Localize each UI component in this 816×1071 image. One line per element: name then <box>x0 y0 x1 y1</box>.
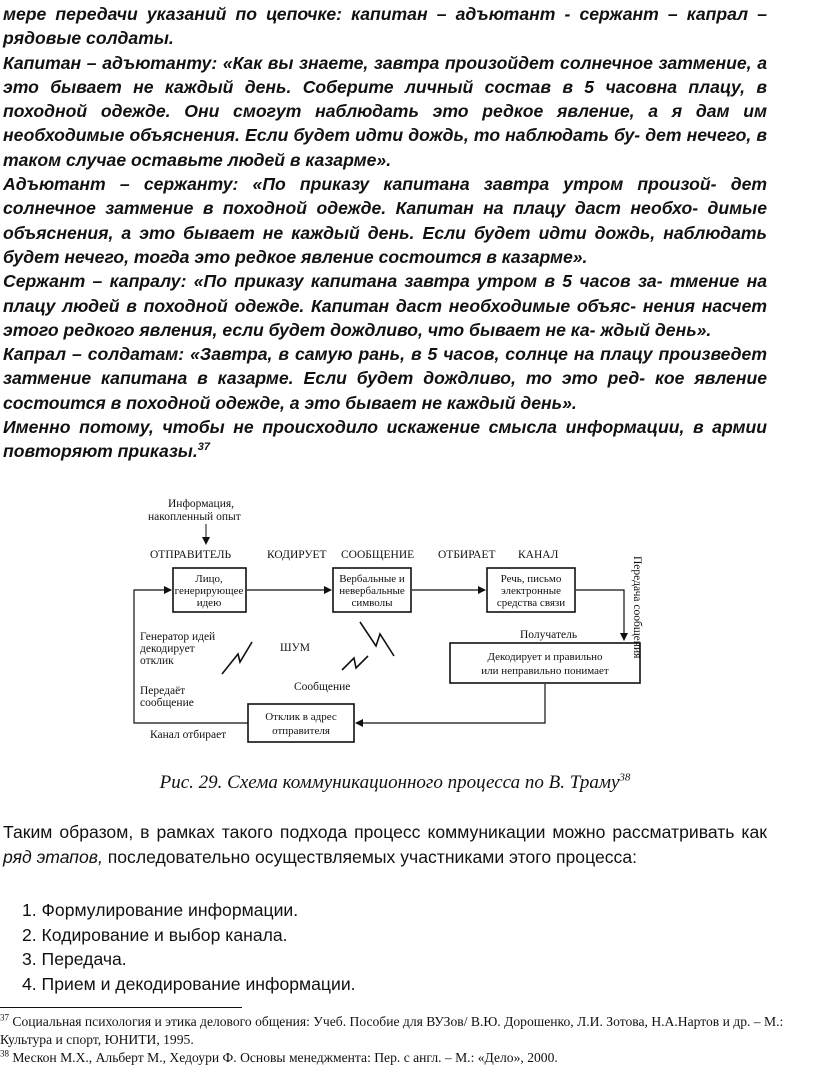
label-noise: ШУМ <box>280 642 310 654</box>
footnote-ref-38: 38 <box>619 771 631 784</box>
summary-text-before: Таким образом, в рамках такого подхода процесс коммуникации можно рассматривать как <box>3 822 767 842</box>
box-sender-line3: идею <box>196 597 222 609</box>
figure-caption <box>0 772 816 794</box>
caption-text <box>160 772 631 793</box>
dialog-corporal: Капрал – солдатам: «Завтра, в самую рань, в 5 часов, солнце на плацу произведет затмение капитана в казарме. Если будет дождливо, то это ред- кое явление состоится в походной одежде, а это бывает не каждый день». <box>3 344 767 413</box>
footnote-37-text: Социальная психология и этика делового общения: Учеб. Пособие для ВУЗов/ В.Ю. Дорошенко, Л.И. Зотова, Н.А.Нартов и др. – М.: Культура и спорт, ЮНИТИ, 1995. <box>0 1014 784 1047</box>
dialog-conclusion <box>3 415 767 464</box>
info-label-line2: накопленный опыт <box>148 511 241 523</box>
footnote-38-marker: 38 <box>0 1048 9 1059</box>
label-receiver: Получатель <box>520 629 578 641</box>
box-symbols-line2: невербальные <box>339 585 405 597</box>
list-item: 4. Прием и декодирование информации. <box>22 973 356 994</box>
footnote-37 <box>0 1013 800 1049</box>
summary-emphasis: ряд этапов, <box>3 846 103 867</box>
box-decode-line1: Декодирует и правильно <box>487 651 603 663</box>
box-sender-line1: Лицо, <box>195 573 223 585</box>
list-item: 3. Передача. <box>22 949 127 969</box>
label-generator-line3: отклик <box>140 655 174 667</box>
list-item: 2. Кодирование и выбор канала. <box>22 924 288 945</box>
label-transmission: Передача сообщения <box>631 556 643 659</box>
footnote-ref-37: 37 <box>197 441 210 454</box>
dialog-captain: Капитан – адъютанту: «Как вы знаете, завтра произойдет солнечное затмение, а это бывает не каждый день. Соберите личный состав в 5 часовна плацу, в походной одежде. Они смогут наблюдать это редкое явление, а я дам им необходимые объяснения. Если будет идти дождь, то наблюдать бу- дет нечего, в таком случае оставьте людей в казарме». <box>3 52 767 170</box>
dialog-adjutant: Адъютант – сержанту: «По приказу капитана завтра утром произой- дет солнечное затмение в походной одежде. Капитан на плацу даст необхо- димые объяснения, а это бывает не каждый день. Если будет идти дождь, наблюдать будет нечего, тогда это редкое явление состоится в казарме». <box>3 174 767 267</box>
box-feedback-line1: Отклик в адрес <box>265 711 337 723</box>
caption-title: Рис. 29. Схема коммуникационного процесса по В. Траму <box>159 772 620 793</box>
label-selects: ОТБИРАЕТ <box>438 549 496 561</box>
arrow-channel-receiver <box>576 590 624 640</box>
arrow-decode-feedback <box>356 684 545 723</box>
info-label-line1: Информация, <box>168 498 235 510</box>
label-passes-line2: сообщение <box>140 697 194 709</box>
summary-text-after: последовательно осуществляемых участниками этого процесса: <box>102 846 638 867</box>
label-sender: ОТПРАВИТЕЛЬ <box>150 549 232 561</box>
label-message-bottom: Сообщение <box>294 681 351 693</box>
label-passes-line1: Передаёт <box>140 685 186 697</box>
footnote-38-text: Мескон М.Х., Альберт М., Хедоури Ф. Основы менеджмента: Пер. с англ. – М.: «Дело», 2000. <box>9 1050 558 1065</box>
noise-zigzag-mid <box>342 656 368 670</box>
army-dialog <box>3 2 767 464</box>
box-channel-line2: электронные <box>500 585 562 597</box>
dialog-sergeant: Сержант – капралу: «По приказу капитана завтра утром в 5 часов за- тмение на плацу людей в походной одежде. Капитан даст необходимые объяс- нения насчет этого редкого явления, если будет дождливо, что бывает не ка- ждый день». <box>3 271 767 340</box>
footnote-38 <box>0 1049 800 1067</box>
steps-list <box>22 898 356 996</box>
label-channel-selects: Канал отбирает <box>150 729 227 741</box>
box-channel-line3: средства связи <box>496 597 566 609</box>
summary-paragraph <box>3 820 767 869</box>
box-symbols-line1: Вербальные и <box>339 573 405 585</box>
label-encodes: КОДИРУЕТ <box>267 549 327 561</box>
footnotes <box>0 1013 800 1067</box>
list-item: 1. Формулирование информации. <box>22 900 299 920</box>
box-channel-line1: Речь, письмо <box>500 573 562 585</box>
label-channel: КАНАЛ <box>518 549 559 561</box>
conclusion-text: Именно потому, чтобы не происходило искажение смысла информации, в армии повторяют приказы. <box>3 417 767 462</box>
box-decode <box>450 643 640 683</box>
footnote-divider <box>0 1007 242 1008</box>
dialog-intro: мере передачи указаний по цепочке: капитан – адъютант - сержант – капрал – рядовые солдаты. <box>3 4 767 49</box>
box-symbols-line3: символы <box>351 597 393 609</box>
communication-process-diagram <box>128 494 648 746</box>
footnote-37-marker: 37 <box>0 1012 9 1023</box>
noise-zigzag-left <box>222 642 252 674</box>
noise-zigzag-right <box>360 622 394 656</box>
box-sender-line2: генерирующее <box>174 585 244 597</box>
label-generator-line1: Генератор идей <box>140 631 216 643</box>
box-feedback-line2: отправителя <box>272 725 330 737</box>
label-message: СООБЩЕНИЕ <box>341 549 415 561</box>
box-decode-line2: или неправильно понимает <box>481 665 609 677</box>
label-generator-line2: декодирует <box>140 643 195 655</box>
